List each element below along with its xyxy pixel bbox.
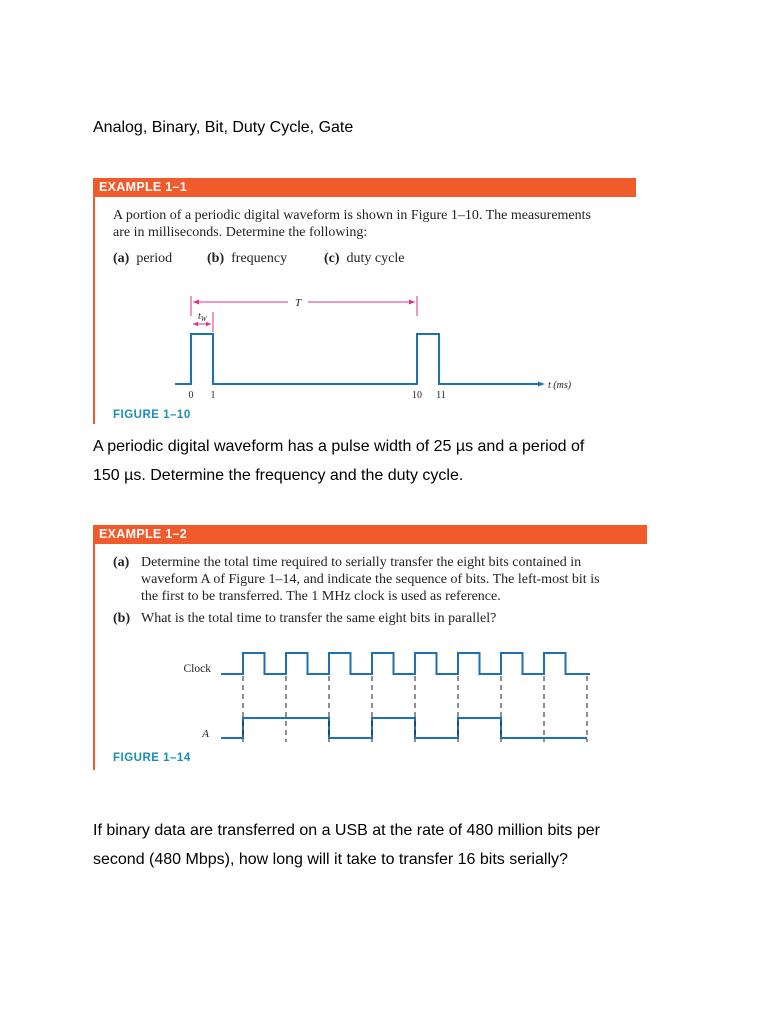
clock-label: Clock — [183, 663, 211, 675]
part-label: duty cycle — [346, 251, 405, 266]
example-1-2-part-a-line1: Determine the total time required to serially transfer the eight bits contained in — [141, 555, 582, 570]
example-1-2 — [93, 525, 653, 770]
width-label-sub: W — [200, 315, 207, 323]
part-label: period — [136, 251, 173, 266]
periodic-waveform — [175, 334, 533, 384]
example-1-1-part-b — [207, 250, 287, 267]
example-1-2-part-b-line1: What is the total time to transfer the same eight bits in parallel? — [141, 611, 497, 626]
figure-1-10-label: FIGURE 1–10 — [113, 409, 191, 421]
example-1-2-part-b-letter — [113, 610, 130, 627]
paragraph-1-line2: 150 µs. Determine the frequency and the duty cycle. — [93, 467, 464, 484]
example-1-1-title: EXAMPLE 1–1 — [93, 178, 636, 197]
figure-1-14-diagram — [93, 643, 653, 748]
example-1-2-part-a-letter — [113, 554, 129, 571]
part-letter: (b) — [207, 251, 225, 266]
data-label: A — [202, 728, 209, 740]
example-1-1 — [93, 178, 636, 424]
page-heading: Analog, Binary, Bit, Duty Cycle, Gate — [93, 119, 354, 136]
tick-1: 1 — [210, 390, 216, 401]
paragraph-2-line2: second (480 Mbps), how long will it take to transfer 16 bits serially? — [93, 851, 568, 868]
tw-arrow-right — [206, 322, 211, 326]
part-letter: (a) — [113, 251, 130, 266]
part-letter: (b) — [113, 611, 131, 626]
arrow-right — [409, 300, 415, 305]
arrow-left — [193, 300, 199, 305]
example-1-2-part-a-line2: waveform A of Figure 1–14, and indicate the sequence of bits. The left-most bit is — [141, 572, 600, 587]
example-1-1-text-line1: A portion of a periodic digital waveform is shown in Figure 1–10. The measurements — [113, 208, 591, 223]
time-axis-arrow — [538, 382, 545, 387]
figure-1-14-marks — [221, 653, 590, 742]
example-1-1-text-line2: are in milliseconds. Determine the following: — [113, 225, 368, 240]
tw-arrow-left — [193, 322, 198, 326]
figure-1-10-diagram — [93, 284, 636, 404]
width-label — [198, 311, 208, 323]
period-label: T — [294, 297, 302, 309]
tick-11: 11 — [436, 390, 446, 401]
clock-waveform — [221, 653, 590, 674]
example-1-1-part-a — [113, 250, 172, 267]
paragraph-1-line1: A periodic digital waveform has a pulse width of 25 µs and a period of — [93, 438, 585, 455]
part-letter: (c) — [324, 251, 340, 266]
part-letter: (a) — [113, 555, 130, 570]
part-label: frequency — [231, 251, 288, 266]
tick-0: 0 — [188, 390, 194, 401]
data-waveform-a — [221, 718, 587, 738]
tick-10: 10 — [412, 390, 422, 401]
width-label-main: t — [198, 311, 201, 322]
example-1-1-part-c — [324, 250, 404, 267]
figure-1-14-label: FIGURE 1–14 — [113, 752, 191, 764]
example-1-2-part-a-line3: the first to be transferred. The 1 MHz clock is used as reference. — [141, 589, 501, 604]
axis-label: t (ms) — [548, 380, 572, 391]
example-1-2-title: EXAMPLE 1–2 — [93, 525, 647, 544]
paragraph-2-line1: If binary data are transferred on a USB at the rate of 480 million bits per — [93, 822, 600, 839]
